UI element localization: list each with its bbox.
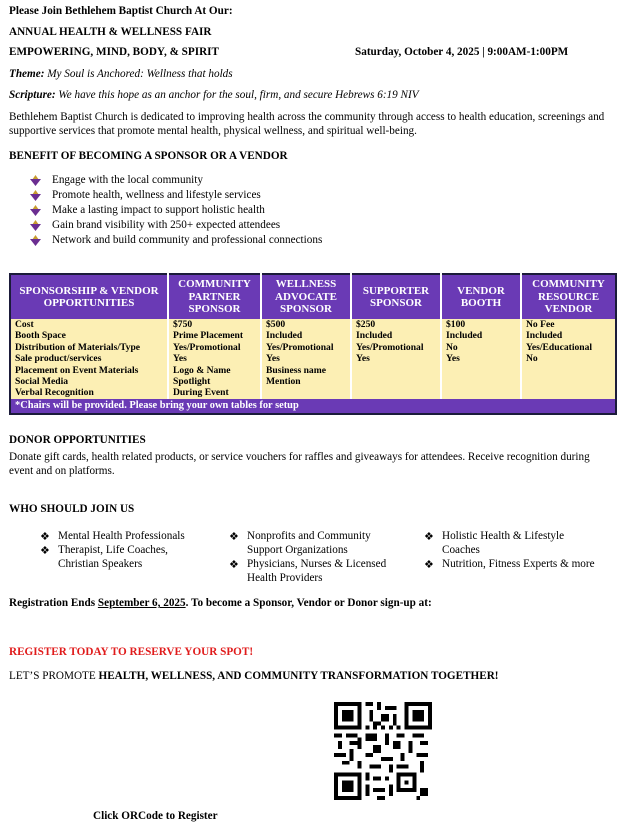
table-cell: Yes (168, 353, 261, 364)
diamond-bullet-icon: ❖ (424, 559, 434, 571)
table-cell: Yes (351, 353, 441, 364)
benefit-item: Gain brand visibility with 250+ expected attendees (30, 218, 322, 233)
table-cell: Included (351, 330, 441, 341)
donor-heading: DONOR OPPORTUNITIES (9, 434, 146, 446)
table-cell: Included (521, 330, 616, 341)
table-row (10, 365, 616, 376)
diamond-bullet-icon: ❖ (40, 545, 50, 557)
arrow-bullet-icon (30, 205, 41, 216)
scripture-text: We have this hope as an anchor for the soul, firm, and secure Hebrews 6:19 NIV (58, 89, 419, 101)
arrow-bullet-icon (30, 235, 41, 246)
table-row (10, 387, 616, 398)
diamond-bullet-icon: ❖ (229, 559, 239, 571)
table-cell: $500 (261, 319, 351, 330)
theme-line (9, 68, 233, 80)
table-cell: Spotlight (168, 376, 261, 387)
table-cell: Social Media (10, 376, 168, 387)
event-name: ANNUAL HEALTH & WELLNESS FAIR (9, 26, 212, 38)
donor-text: Donate gift cards, health related products, or service vouchers for raffles and giveaways for attendees. Receive recognition during event and on platforms. (9, 451, 590, 477)
table-row (10, 376, 616, 387)
table-cell: Placement on Event Materials (10, 365, 168, 376)
table-cell: No (521, 353, 616, 364)
table-cell (351, 387, 441, 398)
diamond-bullet-icon: ❖ (424, 531, 434, 543)
table-cell: Mention (261, 376, 351, 387)
arrow-bullet-icon (30, 190, 41, 201)
table-cell (441, 365, 521, 376)
benefit-item: Engage with the local community (30, 173, 322, 188)
table-row (10, 330, 616, 341)
benefit-item: Network and build community and professional connections (30, 233, 322, 248)
table-note: *Chairs will be provided. Please bring your own tables for setup (10, 399, 616, 414)
table-cell: Yes (261, 353, 351, 364)
table-cell: Logo & Name (168, 365, 261, 376)
table-cell: No (441, 342, 521, 353)
benefits-list (30, 173, 322, 248)
table-cell (441, 387, 521, 398)
who-heading: WHO SHOULD JOIN US (9, 503, 135, 515)
church-description: Bethlehem Baptist Church is dedicated to improving health across the community through access to health education, screenings and supportive services that promote mental health, physical wellness, and spiritual well-being. (9, 111, 605, 137)
table-cell (351, 365, 441, 376)
scripture-line (9, 89, 419, 101)
table-cell (351, 376, 441, 387)
table-cell (521, 376, 616, 387)
registration-deadline: September 6, 2025 (97, 597, 186, 609)
sponsorship-table (9, 273, 617, 415)
table-cell: No Fee (521, 319, 616, 330)
registration-line: Registration Ends September 6, 2025. To become a Sponsor, Vendor or Donor sign-up at: (9, 597, 432, 609)
register-cta: REGISTER TODAY TO RESERVE YOUR SPOT! (9, 646, 254, 658)
table-cell: Yes/Promotional (351, 342, 441, 353)
table-cell: Yes/Educational (521, 342, 616, 353)
table-cell: Distribution of Materials/Type (10, 342, 168, 353)
table-cell: $750 (168, 319, 261, 330)
invite-text: Please Join Bethlehem Baptist Church At Our: (9, 5, 233, 17)
who-item: ❖ Holistic Health & Lifestyle Coaches (424, 530, 565, 556)
who-column (420, 529, 600, 571)
table-cell (441, 376, 521, 387)
diamond-bullet-icon: ❖ (229, 531, 239, 543)
benefit-item: Promote health, wellness and lifestyle services (30, 188, 322, 203)
registration-qr-code[interactable] (334, 702, 432, 800)
event-tagline: EMPOWERING, MIND, BODY, & SPIRIT (9, 46, 219, 58)
table-cell: $250 (351, 319, 441, 330)
arrow-bullet-icon (30, 220, 41, 231)
table-cell: $100 (441, 319, 521, 330)
arrow-bullet-icon (30, 175, 41, 186)
scripture-label: Scripture: (9, 89, 56, 101)
table-cell: Yes/Promotional (261, 342, 351, 353)
table-cell: Business name (261, 365, 351, 376)
who-item: ❖ Therapist, Life Coaches, Christian Speakers (40, 544, 168, 570)
benefit-item: Make a lasting impact to support holistic health (30, 203, 322, 218)
column-header: SUPPORTER SPONSOR (351, 274, 441, 319)
table-cell: Sale product/services (10, 353, 168, 364)
column-header: SPONSORSHIP & VENDOR OPPORTUNITIES (10, 274, 168, 319)
promote-line: LET’S PROMOTE HEALTH, WELLNESS, AND COMMUNITY TRANSFORMATION TOGETHER! (9, 670, 499, 682)
theme-text: My Soul is Anchored: Wellness that holds (47, 68, 233, 80)
column-header: COMMUNITY PARTNER SPONSOR (168, 274, 261, 319)
table-cell: Yes (441, 353, 521, 364)
table-note-row (10, 399, 616, 414)
table-cell (261, 387, 351, 398)
table-row (10, 319, 616, 330)
who-column (36, 529, 206, 571)
table-cell: Booth Space (10, 330, 168, 341)
table-cell: Included (441, 330, 521, 341)
column-header: VENDOR BOOTH (441, 274, 521, 319)
benefits-heading: BENEFIT OF BECOMING A SPONSOR OR A VENDOR (9, 150, 288, 162)
table-cell: Verbal Recognition (10, 387, 168, 398)
column-header: COMMUNITY RESOURCE VENDOR (521, 274, 616, 319)
table-cell (521, 387, 616, 398)
diamond-bullet-icon: ❖ (40, 531, 50, 543)
table-row (10, 342, 616, 353)
who-item: ❖ Physicians, Nurses & Licensed Health Providers (229, 558, 387, 584)
table-row (10, 353, 616, 364)
table-header-row (10, 274, 616, 319)
column-header: WELLNESS ADVOCATE SPONSOR (261, 274, 351, 319)
table-cell (521, 365, 616, 376)
who-item: ❖ Nonprofits and Community Support Organizations (229, 530, 371, 556)
theme-label: Theme: (9, 68, 45, 80)
table-cell: Cost (10, 319, 168, 330)
table-cell: Yes/Promotional (168, 342, 261, 353)
table-cell: Included (261, 330, 351, 341)
table-cell: Prime Placement (168, 330, 261, 341)
table-cell: During Event (168, 387, 261, 398)
who-column (225, 529, 405, 585)
who-item: ❖ Mental Health Professionals (40, 530, 185, 543)
qr-caption-link[interactable]: Click ORCode to Register (93, 810, 218, 822)
who-item: ❖ Nutrition, Fitness Experts & more (424, 558, 595, 571)
event-date-time: Saturday, October 4, 2025 | 9:00AM-1:00PM (355, 46, 569, 58)
